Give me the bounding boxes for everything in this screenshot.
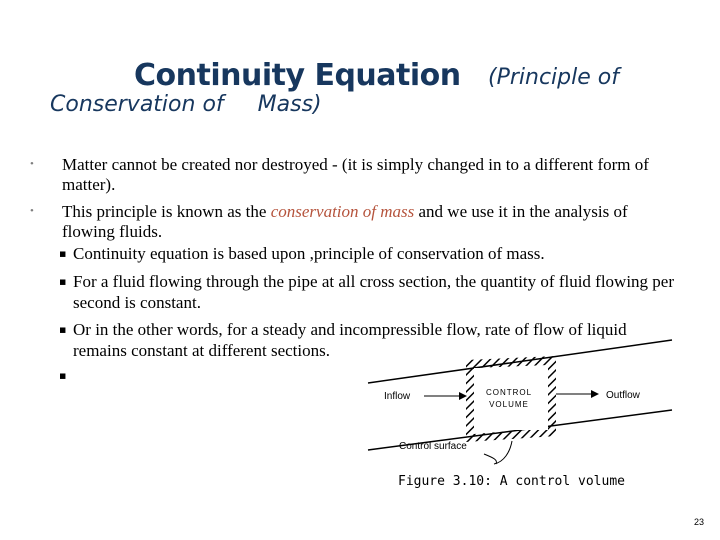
inflow-label: Inflow	[384, 391, 411, 402]
sub-bullet-3: Or in the other words, for a steady and incompressible flow, rate of flow of liquid remains constant at different sections.	[73, 320, 627, 360]
bullet-2-emphasis: conservation of mass	[270, 202, 415, 221]
sub-bullet-icon: ▪	[59, 247, 67, 260]
sub-bullet-2: For a fluid flowing through the pipe at all cross section, the quantity of fluid flowing per second is constant.	[73, 272, 675, 312]
control-volume-label-line2: VOLUME	[489, 400, 529, 409]
slide-title: Continuity Equation	[134, 58, 461, 93]
title-line2-a: Conservation of	[50, 92, 224, 117]
control-surface-label: Control surface	[399, 441, 467, 452]
figure-caption: Figure 3.10: A control volume	[398, 474, 625, 489]
control-volume-label	[474, 387, 544, 411]
control-volume-label-line1: CONTROL	[485, 388, 533, 397]
surface-pointer-line	[494, 441, 512, 464]
sub-bullet-icon: ▪	[59, 369, 67, 382]
bullet-dot-icon: •	[30, 158, 34, 170]
outflow-label: Outflow	[606, 390, 640, 401]
bullet-2-before: This principle is known as the	[62, 202, 271, 221]
sub-bullet-1: Continuity equation is based upon ,principle of conservation of mass.	[73, 244, 545, 263]
surface-leader-line	[484, 454, 497, 464]
sub-bullet-icon: ▪	[59, 323, 67, 336]
bullet-dot-icon: •	[30, 205, 34, 217]
bullet-2-after: and we use it in the analysis of flowing fluids.	[62, 202, 628, 241]
bullet-1: Matter cannot be created nor destroyed - (it is simply changed in to a different form of matter).	[62, 155, 649, 194]
title-line2-b: Mass)	[257, 92, 322, 117]
sub-bullet-icon: ▪	[59, 275, 67, 288]
slide-title-paren: (Principle of	[488, 65, 619, 90]
page-number: 23	[693, 517, 704, 527]
